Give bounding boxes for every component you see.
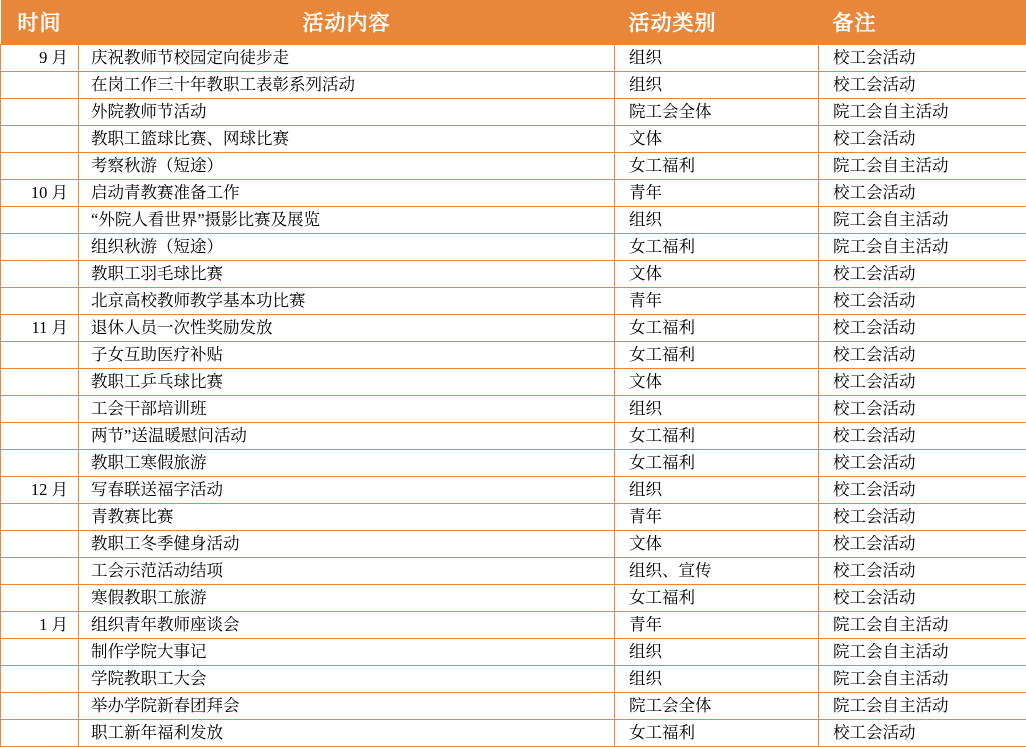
table-row [1, 261, 1026, 288]
cell-month [1, 558, 79, 585]
column-header-month: 时间 [1, 0, 79, 45]
cell-activity: 北京高校教师教学基本功比赛 [79, 288, 615, 315]
cell-activity: 教职工羽毛球比赛 [79, 261, 615, 288]
cell-remark: 校工会活动 [819, 342, 1026, 369]
column-header-activity: 活动内容 [79, 0, 615, 45]
table-row [1, 234, 1026, 261]
cell-remark: 校工会活动 [819, 396, 1026, 423]
cell-category: 女工福利 [615, 153, 819, 180]
cell-remark: 校工会活动 [819, 504, 1026, 531]
table-header-row [1, 0, 1026, 45]
cell-remark: 校工会活动 [819, 450, 1026, 477]
table-row [1, 126, 1026, 153]
table-row [1, 639, 1026, 666]
cell-remark: 院工会自主活动 [819, 639, 1026, 666]
cell-category: 组织 [615, 639, 819, 666]
cell-activity: 教职工寒假旅游 [79, 450, 615, 477]
cell-remark: 院工会自主活动 [819, 153, 1026, 180]
cell-remark: 校工会活动 [819, 261, 1026, 288]
cell-remark: 校工会活动 [819, 423, 1026, 450]
cell-month [1, 666, 79, 693]
cell-activity: 教职工篮球比赛、网球比赛 [79, 126, 615, 153]
cell-month [1, 369, 79, 396]
cell-remark: 校工会活动 [819, 126, 1026, 153]
cell-category: 组织 [615, 396, 819, 423]
cell-month [1, 504, 79, 531]
cell-category: 女工福利 [615, 720, 819, 747]
cell-category: 青年 [615, 180, 819, 207]
cell-remark: 校工会活动 [819, 369, 1026, 396]
cell-activity: 工会干部培训班 [79, 396, 615, 423]
cell-month [1, 207, 79, 234]
cell-category: 女工福利 [615, 423, 819, 450]
cell-remark: 院工会自主活动 [819, 612, 1026, 639]
cell-month [1, 423, 79, 450]
cell-month [1, 99, 79, 126]
cell-month [1, 396, 79, 423]
cell-remark: 校工会活动 [819, 288, 1026, 315]
table-row [1, 207, 1026, 234]
cell-category: 女工福利 [615, 585, 819, 612]
cell-category: 院工会全体 [615, 99, 819, 126]
cell-remark: 校工会活动 [819, 531, 1026, 558]
cell-category: 青年 [615, 288, 819, 315]
table-body [1, 45, 1026, 747]
cell-month: 9 月 [1, 45, 79, 72]
column-header-category: 活动类别 [615, 0, 819, 45]
table-row [1, 531, 1026, 558]
table-row [1, 612, 1026, 639]
cell-category: 文体 [615, 369, 819, 396]
table-header [1, 0, 1026, 45]
table-row [1, 315, 1026, 342]
cell-activity: 外院教师节活动 [79, 99, 615, 126]
cell-activity: “外院人看世界”摄影比赛及展览 [79, 207, 615, 234]
cell-category: 女工福利 [615, 234, 819, 261]
cell-activity: 举办学院新春团拜会 [79, 693, 615, 720]
cell-activity: 制作学院大事记 [79, 639, 615, 666]
cell-activity: 教职工乒乓球比赛 [79, 369, 615, 396]
table-row [1, 504, 1026, 531]
cell-activity: 考察秋游（短途） [79, 153, 615, 180]
table-row [1, 288, 1026, 315]
cell-month [1, 693, 79, 720]
cell-category: 女工福利 [615, 315, 819, 342]
cell-month [1, 288, 79, 315]
cell-month [1, 585, 79, 612]
table-row [1, 153, 1026, 180]
cell-activity: 学院教职工大会 [79, 666, 615, 693]
cell-activity: 在岗工作三十年教职工表彰系列活动 [79, 72, 615, 99]
cell-activity: 庆祝教师节校园定向徒步走 [79, 45, 615, 72]
cell-month [1, 720, 79, 747]
cell-month [1, 153, 79, 180]
cell-category: 组织 [615, 72, 819, 99]
cell-month: 11 月 [1, 315, 79, 342]
cell-category: 文体 [615, 531, 819, 558]
cell-category: 组织 [615, 45, 819, 72]
cell-month [1, 261, 79, 288]
cell-month [1, 234, 79, 261]
cell-category: 青年 [615, 612, 819, 639]
cell-remark: 校工会活动 [819, 45, 1026, 72]
table-row [1, 180, 1026, 207]
table-row [1, 99, 1026, 126]
table-row [1, 45, 1026, 72]
cell-month [1, 342, 79, 369]
cell-remark: 院工会自主活动 [819, 207, 1026, 234]
cell-activity: 寒假教职工旅游 [79, 585, 615, 612]
table-row [1, 342, 1026, 369]
cell-category: 女工福利 [615, 342, 819, 369]
cell-remark: 校工会活动 [819, 477, 1026, 504]
cell-month [1, 639, 79, 666]
cell-activity: 组织青年教师座谈会 [79, 612, 615, 639]
cell-month: 10 月 [1, 180, 79, 207]
cell-activity: 职工新年福利发放 [79, 720, 615, 747]
table-row [1, 720, 1026, 747]
cell-category: 组织 [615, 207, 819, 234]
cell-category: 组织 [615, 666, 819, 693]
table-row [1, 450, 1026, 477]
table-row [1, 693, 1026, 720]
cell-month [1, 72, 79, 99]
cell-remark: 院工会自主活动 [819, 99, 1026, 126]
cell-month: 12 月 [1, 477, 79, 504]
cell-activity: 启动青教赛准备工作 [79, 180, 615, 207]
cell-activity: 青教赛比赛 [79, 504, 615, 531]
cell-remark: 校工会活动 [819, 558, 1026, 585]
cell-remark: 校工会活动 [819, 180, 1026, 207]
cell-month: 1 月 [1, 612, 79, 639]
table-row [1, 423, 1026, 450]
cell-category: 女工福利 [615, 450, 819, 477]
cell-activity: 退休人员一次性奖励发放 [79, 315, 615, 342]
cell-activity: 写春联送福字活动 [79, 477, 615, 504]
column-header-remark: 备注 [819, 0, 1026, 45]
cell-remark: 校工会活动 [819, 585, 1026, 612]
table-row [1, 585, 1026, 612]
table-row [1, 477, 1026, 504]
cell-remark: 校工会活动 [819, 315, 1026, 342]
cell-category: 组织、宣传 [615, 558, 819, 585]
cell-category: 青年 [615, 504, 819, 531]
cell-month [1, 126, 79, 153]
table-row [1, 558, 1026, 585]
cell-month [1, 531, 79, 558]
table-row [1, 72, 1026, 99]
cell-activity: 两节”送温暖慰问活动 [79, 423, 615, 450]
cell-activity: 子女互助医疗补贴 [79, 342, 615, 369]
cell-activity: 教职工冬季健身活动 [79, 531, 615, 558]
cell-activity: 组织秋游（短途） [79, 234, 615, 261]
cell-remark: 院工会自主活动 [819, 234, 1026, 261]
cell-category: 院工会全体 [615, 693, 819, 720]
cell-month [1, 450, 79, 477]
cell-category: 文体 [615, 126, 819, 153]
table-row [1, 666, 1026, 693]
cell-remark: 校工会活动 [819, 720, 1026, 747]
cell-remark: 院工会自主活动 [819, 666, 1026, 693]
table-row [1, 396, 1026, 423]
cell-category: 组织 [615, 477, 819, 504]
cell-remark: 院工会自主活动 [819, 693, 1026, 720]
cell-activity: 工会示范活动结项 [79, 558, 615, 585]
table-row [1, 369, 1026, 396]
cell-category: 文体 [615, 261, 819, 288]
cell-remark: 校工会活动 [819, 72, 1026, 99]
